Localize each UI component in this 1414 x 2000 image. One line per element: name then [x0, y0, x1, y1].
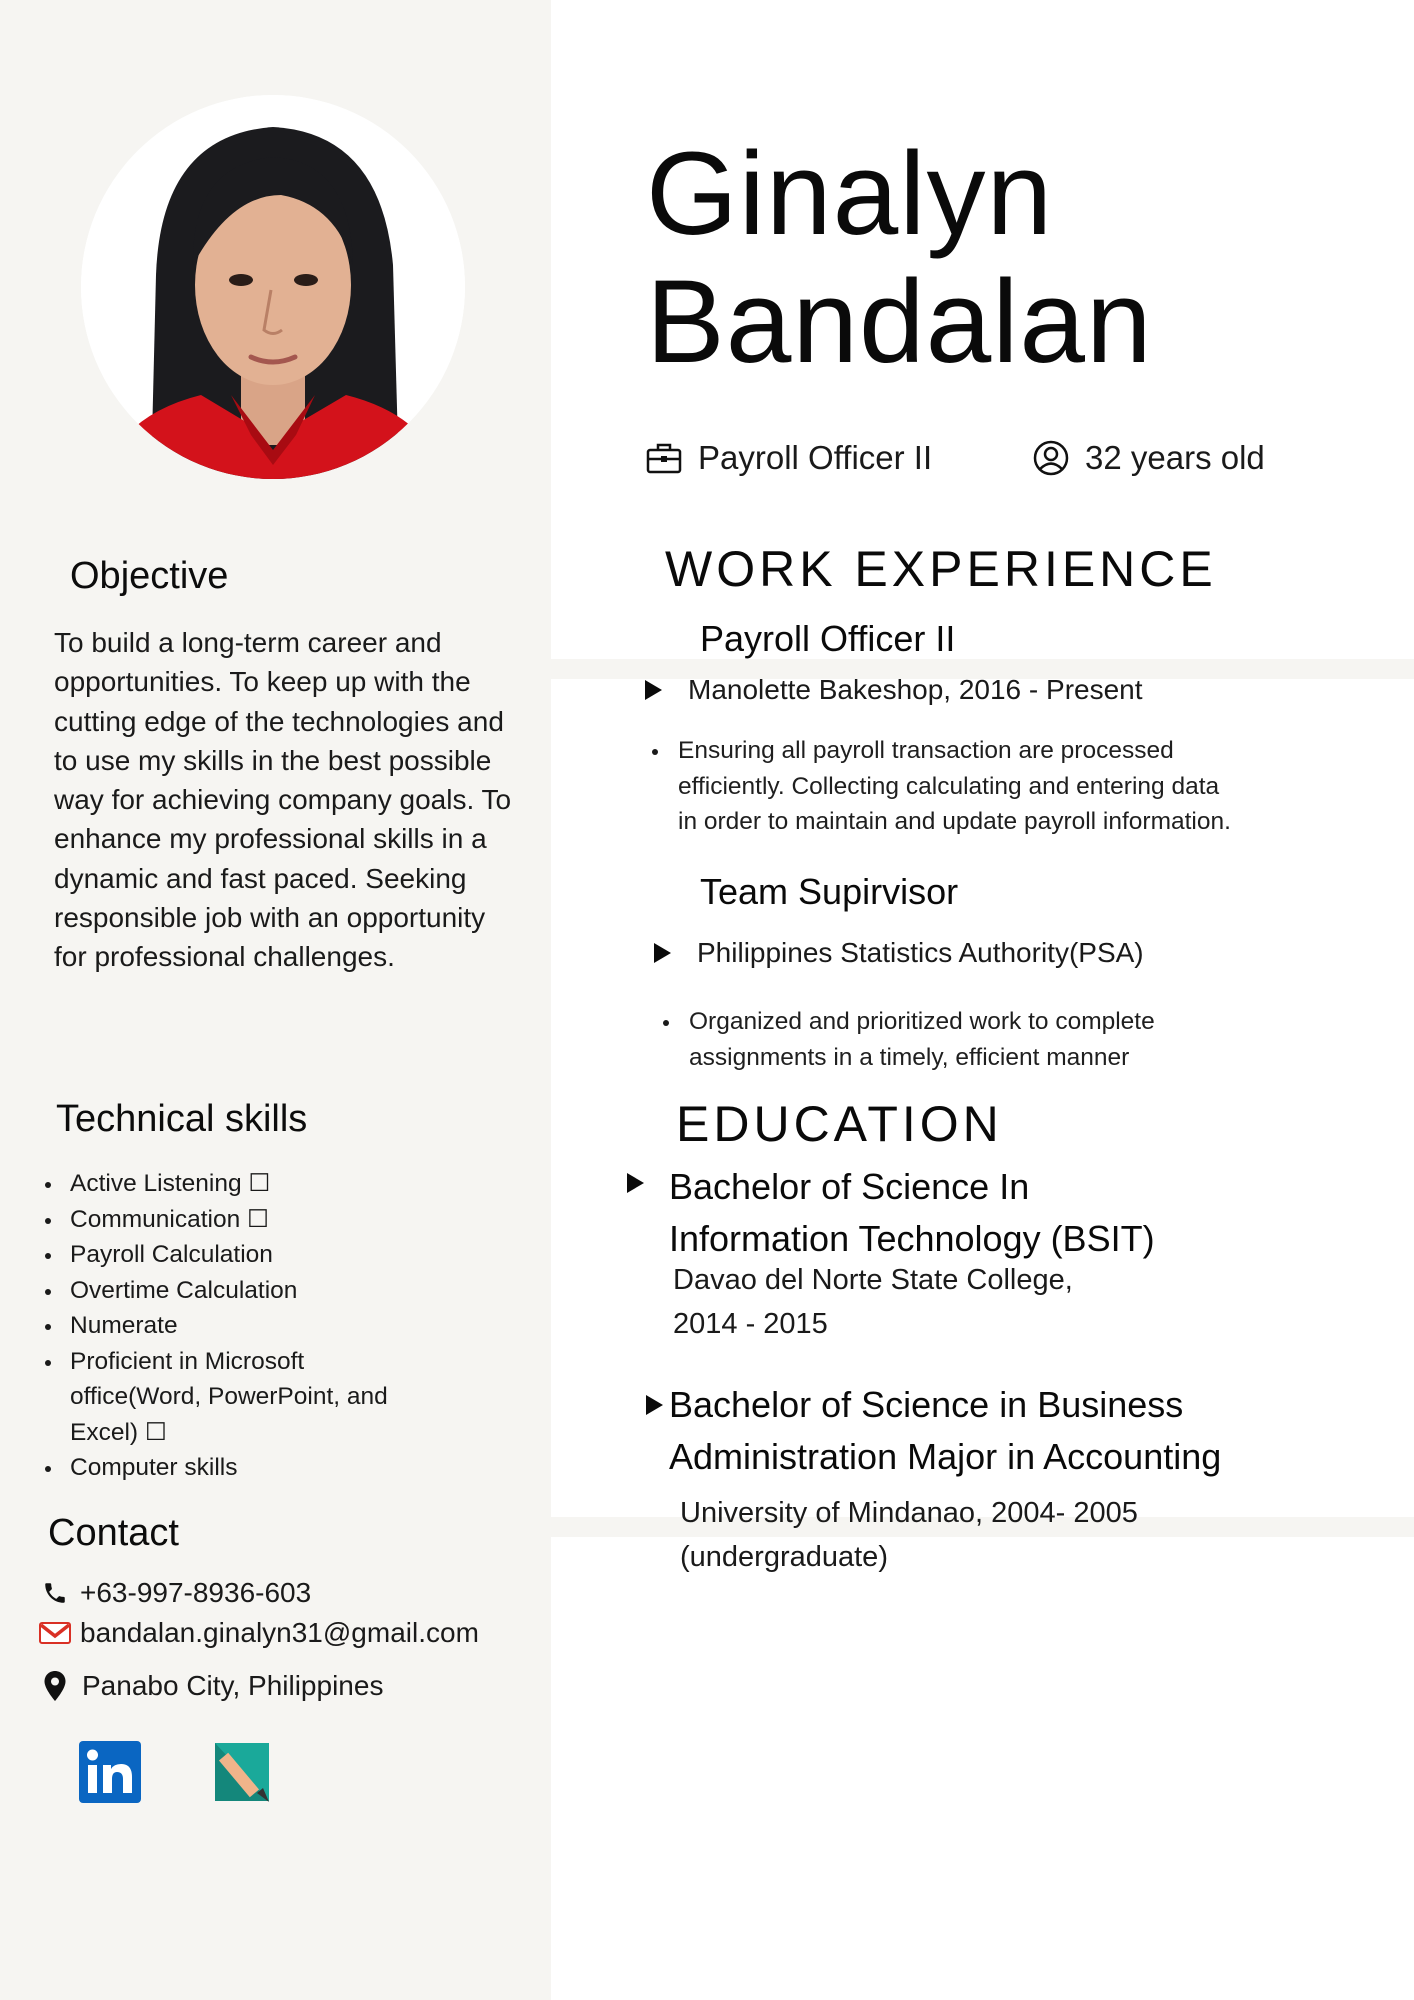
skill-item: Numerate [40, 1308, 470, 1344]
gmail-icon [38, 1616, 72, 1650]
email-address[interactable]: bandalan.ginalyn31@gmail.com [80, 1617, 479, 1648]
objective-heading: Objective [70, 555, 229, 597]
triangle-bullet-icon [654, 943, 671, 963]
triangle-bullet-icon [646, 1395, 663, 1415]
profile-photo [81, 95, 465, 479]
job-description [648, 733, 1231, 840]
degree-title: Bachelor of Science In Information Technology (BSIT) [669, 1166, 1155, 1259]
job-description-line: Ensuring all payroll transaction are processed [648, 733, 1231, 769]
triangle-bullet-icon [645, 680, 662, 700]
last-name: Bandalan [646, 256, 1153, 388]
skill-item: Communication ☐ [40, 1202, 470, 1238]
phone-number[interactable]: +63-997-8936-603 [80, 1577, 312, 1608]
address-text: Panabo City, Philippines [82, 1670, 384, 1701]
contact-phone [38, 1576, 311, 1610]
objective-text: To build a long-term career and opportunities. To keep up with the cutting edge of the technologies and to use my skills in the best possible way for achieving company goals. To enhance my professional skills in a dynamic and fast paced. Seeking responsible job with an opportunity for professional challenges. [54, 627, 512, 973]
skills-heading: Technical skills [56, 1098, 308, 1140]
job-title: Payroll Officer II [700, 618, 956, 659]
linkedin-icon[interactable] [79, 1741, 141, 1803]
job-description-line: Organized and prioritized work to complete [659, 1004, 1155, 1040]
job-description-line: assignments in a timely, efficient manner [689, 1043, 1130, 1071]
contact-address [38, 1669, 383, 1703]
age [1031, 438, 1265, 478]
location-pin-icon [38, 1669, 72, 1703]
phone-icon [38, 1576, 72, 1610]
pencil-note-icon[interactable] [213, 1741, 275, 1803]
work-experience-heading: WORK EXPERIENCE [665, 541, 1217, 597]
briefcase-icon [644, 438, 684, 478]
job-description-line: efficiently. Collecting calculating and entering data [678, 772, 1220, 800]
degree-title: Bachelor of Science in Business Administration Major in Accounting [669, 1384, 1222, 1477]
contact-email [38, 1616, 479, 1650]
person-portrait-icon [81, 95, 465, 479]
user-circle-icon [1031, 438, 1071, 478]
education-heading: EDUCATION [676, 1096, 1003, 1152]
job-title: Team Supirvisor [700, 871, 959, 912]
current-position [644, 438, 932, 478]
job-description-line: in order to maintain and update payroll information. [678, 808, 1231, 835]
age-label: 32 years old [1085, 439, 1265, 476]
job-description [659, 1004, 1155, 1075]
candidate-name [646, 130, 1153, 386]
job-company: Philippines Statistics Authority(PSA) [654, 937, 1144, 969]
contact-heading: Contact [48, 1512, 179, 1554]
skill-item: Computer skills [40, 1450, 470, 1486]
triangle-bullet-icon [627, 1173, 644, 1193]
skill-item: Overtime Calculation [40, 1273, 470, 1309]
school-info: Davao del Norte State College, 2014 - 2015 [673, 1264, 1073, 1340]
skill-item: Active Listening ☐ [40, 1166, 470, 1202]
skill-item: Proficient in Microsoft office(Word, PowerPoint, and Excel) ☐ [40, 1344, 440, 1451]
position-label: Payroll Officer II [698, 439, 933, 476]
skills-list [40, 1166, 470, 1486]
first-name: Ginalyn [646, 128, 1054, 260]
skill-item: Payroll Calculation [40, 1237, 470, 1273]
school-info: University of Mindanao, 2004- 2005 (undergraduate) [680, 1497, 1138, 1573]
job-company: Manolette Bakeshop, 2016 - Present [645, 674, 1143, 706]
